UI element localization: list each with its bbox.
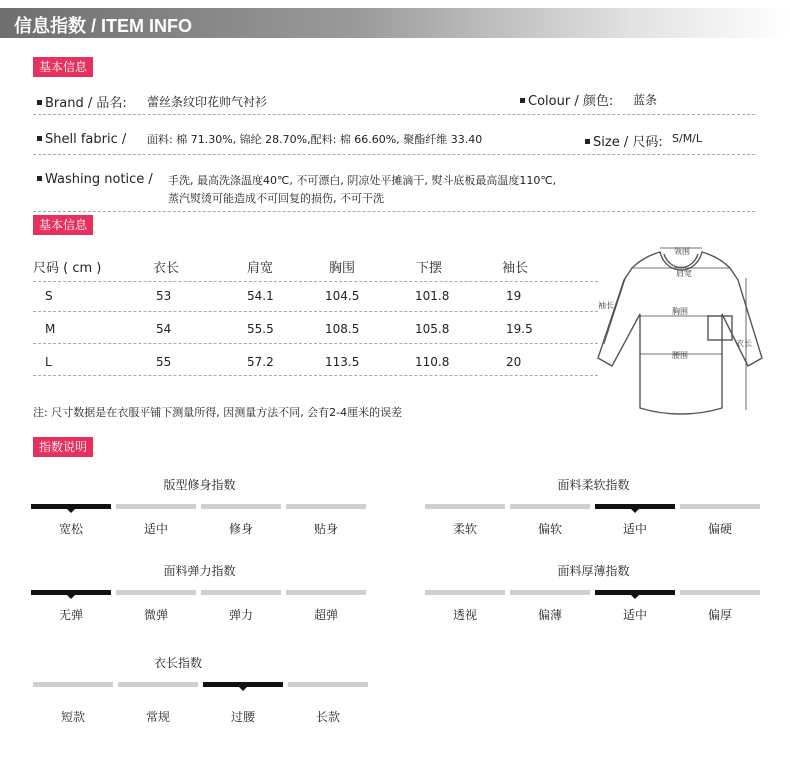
fabric-label: Shell fabric / xyxy=(45,132,127,147)
scale-option-label: 微弹 xyxy=(143,608,168,622)
section-tag-basic-info: 基本信息 xyxy=(33,57,93,77)
divider xyxy=(33,154,755,155)
table-header: 衣长 xyxy=(153,261,180,276)
scale-segment xyxy=(288,682,368,687)
scale-option-label: 短款 xyxy=(60,710,85,724)
diagram-label-waist: 腰围 xyxy=(672,351,688,360)
scale-option-label: 弹力 xyxy=(228,608,253,622)
scale-option-label: 超弹 xyxy=(313,608,338,622)
wash-row xyxy=(37,172,153,187)
scale-option-label: 偏硬 xyxy=(707,522,732,536)
table-cell: 108.5 xyxy=(325,322,360,336)
selected-marker-icon xyxy=(631,595,639,599)
index-title: 面料厚薄指数 xyxy=(557,564,630,578)
table-cell: 57.2 xyxy=(247,355,274,369)
table-header: 尺码 ( cm ) xyxy=(33,261,102,276)
scale-segment-selected xyxy=(31,590,111,595)
table-cell: L xyxy=(45,355,52,369)
table-cell: 110.8 xyxy=(415,355,450,369)
index-title: 衣长指数 xyxy=(153,656,202,670)
table-cell: M xyxy=(45,322,56,336)
scale-segment-selected xyxy=(595,504,675,509)
scale-option-label: 宽松 xyxy=(58,522,83,536)
scale-segment xyxy=(510,590,590,595)
index-title: 版型修身指数 xyxy=(163,478,236,492)
garment-diagram xyxy=(596,240,766,418)
divider xyxy=(33,114,755,115)
wash-line-2: 蒸汽熨烫可能造成不可回复的损伤, 不可干洗 xyxy=(168,192,384,205)
divider xyxy=(33,375,598,376)
scale-segment xyxy=(425,590,505,595)
scale-segment xyxy=(201,504,281,509)
bullet-icon xyxy=(37,136,42,141)
scale-segment xyxy=(116,590,196,595)
scale-option-label: 偏薄 xyxy=(537,608,562,622)
table-cell: 19.5 xyxy=(506,322,533,336)
divider xyxy=(33,311,598,312)
scale-segment xyxy=(33,682,113,687)
colour-row xyxy=(520,90,613,109)
scale-option-label: 适中 xyxy=(622,608,647,622)
table-cell: 20 xyxy=(506,355,522,369)
table-cell: 105.8 xyxy=(415,322,450,336)
colour-value: 蓝条 xyxy=(633,93,658,107)
index-thickness xyxy=(425,562,762,632)
diagram-label-shoulder: 肩宽 xyxy=(676,269,692,278)
size-row xyxy=(585,131,663,150)
diagram-label-collar: 领围 xyxy=(674,247,690,256)
table-header: 袖长 xyxy=(502,261,529,276)
fabric-value: 面料: 棉 71.30%, 锦纶 28.70%,配料: 棉 66.60%, 聚酯纤维 33.40 xyxy=(147,133,483,146)
scale-option-label: 修身 xyxy=(228,522,253,536)
table-header: 肩宽 xyxy=(247,261,274,276)
scale-segment-selected xyxy=(31,504,111,509)
colour-label: Colour / 颜色: xyxy=(528,94,614,109)
bullet-icon xyxy=(37,176,42,181)
scale-segment xyxy=(425,504,505,509)
selected-marker-icon xyxy=(631,509,639,513)
page-title: 信息指数 / ITEM INFO xyxy=(14,16,192,36)
scale-option-label: 贴身 xyxy=(313,522,338,536)
scale-segment xyxy=(510,504,590,509)
sleeve-measure-line xyxy=(604,276,626,344)
index-length xyxy=(33,654,370,724)
table-header: 胸围 xyxy=(329,261,356,276)
diagram-label-length: 衣长 xyxy=(736,339,752,348)
scale-segment xyxy=(680,590,760,595)
size-value: S/M/L xyxy=(672,132,703,145)
brand-label: Brand / 品名: xyxy=(45,96,127,111)
brand-value: 蕾丝条纹印花帅气衬衫 xyxy=(147,95,268,109)
selected-marker-icon xyxy=(67,595,75,599)
divider xyxy=(33,343,598,344)
index-title: 面料弹力指数 xyxy=(163,564,236,578)
scale-option-label: 柔软 xyxy=(452,522,477,536)
scale-option-label: 适中 xyxy=(622,522,647,536)
table-cell: 54.1 xyxy=(247,289,274,303)
table-cell: 53 xyxy=(156,289,172,303)
table-cell: 19 xyxy=(506,289,522,303)
scale-segment xyxy=(201,590,281,595)
divider xyxy=(33,211,755,212)
table-cell: 54 xyxy=(156,322,172,336)
index-softness xyxy=(425,476,762,546)
scale-option-label: 长款 xyxy=(315,710,340,724)
scale-segment-selected xyxy=(595,590,675,595)
brand-row xyxy=(37,92,127,111)
wash-line-1: 手洗, 最高洗涤温度40℃, 不可漂白, 阴凉处平摊滴干, 熨斗底板最高温度110℃, xyxy=(168,174,557,187)
size-label: Size / 尺码: xyxy=(593,135,663,150)
table-cell: 55.5 xyxy=(247,322,274,336)
measurement-note: 注: 尺寸数据是在衣服平铺下测量所得, 因测量方法不同, 会有2-4厘米的误差 xyxy=(33,406,403,419)
bullet-icon xyxy=(37,100,42,105)
bullet-icon xyxy=(520,98,525,103)
table-cell: 104.5 xyxy=(325,289,360,303)
table-cell: 113.5 xyxy=(325,355,360,369)
scale-segment xyxy=(286,504,366,509)
scale-segment xyxy=(286,590,366,595)
scale-segment xyxy=(118,682,198,687)
divider xyxy=(33,281,598,282)
index-fit xyxy=(31,476,368,546)
scale-option-label: 适中 xyxy=(143,522,168,536)
index-title: 面料柔软指数 xyxy=(557,478,630,492)
table-cell: 101.8 xyxy=(415,289,450,303)
table-header: 下摆 xyxy=(416,261,443,276)
diagram-label-sleeve: 袖长 xyxy=(598,301,614,310)
scale-option-label: 过腰 xyxy=(230,710,255,724)
wash-label: Washing notice / xyxy=(45,172,153,187)
scale-option-label: 无弹 xyxy=(58,608,83,622)
scale-segment-selected xyxy=(203,682,283,687)
fabric-row xyxy=(37,132,126,147)
table-cell: S xyxy=(45,289,53,303)
scale-option-label: 偏软 xyxy=(537,522,562,536)
selected-marker-icon xyxy=(239,687,247,691)
bullet-icon xyxy=(585,139,590,144)
table-cell: 55 xyxy=(156,355,172,369)
scale-option-label: 偏厚 xyxy=(707,608,732,622)
scale-segment xyxy=(116,504,196,509)
section-tag-size-info: 基本信息 xyxy=(33,215,93,235)
index-stretch xyxy=(31,562,368,632)
selected-marker-icon xyxy=(67,509,75,513)
scale-option-label: 常规 xyxy=(145,710,170,724)
scale-segment xyxy=(680,504,760,509)
section-tag-index: 指数说明 xyxy=(33,437,93,457)
scale-option-label: 透视 xyxy=(452,608,477,622)
diagram-label-chest: 胸围 xyxy=(672,307,688,316)
